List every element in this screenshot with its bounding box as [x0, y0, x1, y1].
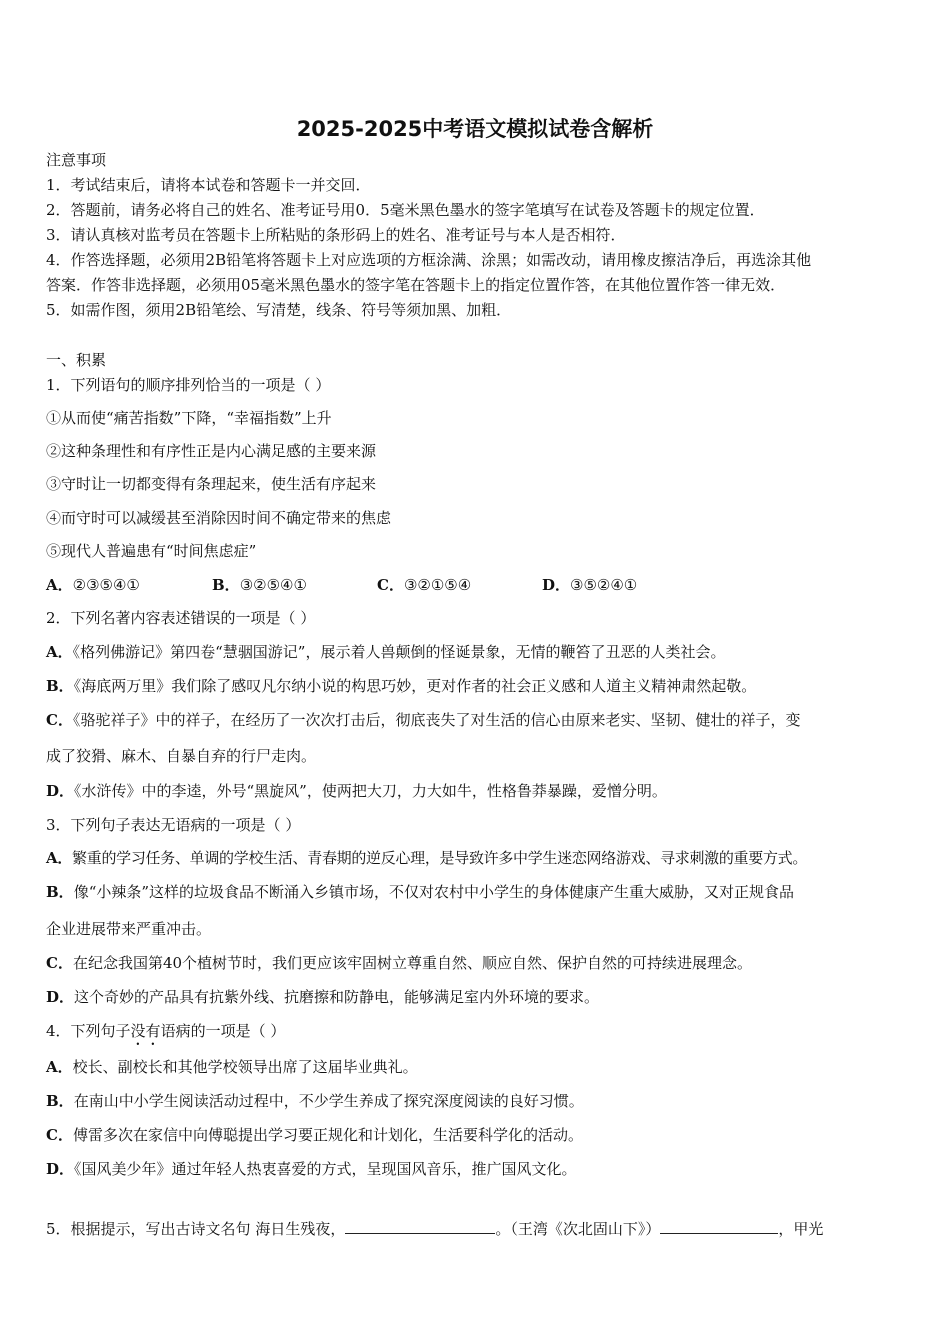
q1-sentence: ④而守时可以减缓甚至消除因时间不确定带来的焦虑 — [46, 509, 392, 527]
q1-option-b: B．③②⑤④① — [212, 576, 307, 594]
notice-item: 5．如需作图，须用2B铅笔绘、写清楚，线条、符号等须加黑、加粗． — [46, 301, 512, 319]
q1-option-c: C．③②①⑤④ — [377, 576, 472, 594]
q2-option-c: C．《骆驼祥子》中的祥子，在经历了一次次打击后，彻底丧失了对生活的信心由原来老实、坚韧、健壮的祥子，变 — [46, 711, 801, 729]
page-title: 2025-2025中考语文模拟试卷含解析 — [296, 117, 654, 141]
emphasis-text: 没有 — [130, 1022, 161, 1040]
question-2-stem: 2．下列名著内容表述错误的一项是（ ） — [46, 609, 316, 627]
q1-sentence: ⑤现代人普遍患有“时间焦虑症” — [46, 542, 257, 560]
q1-sentence: ①从而使“痛苦指数”下降，“幸福指数”上升 — [46, 409, 332, 427]
q1-sentence: ②这种条理性和有序性正是内心满足感的主要来源 — [46, 442, 377, 460]
q3-option-d: D．这个奇妙的产品具有抗紫外线、抗磨擦和防静电，能够满足室内外环境的要求。 — [46, 988, 600, 1006]
question-5-stem: 5．根据提示，写出古诗文名句 海日生残夜， 。（王湾《次北固山下》） ，甲光 — [46, 1220, 824, 1238]
q1-option-d: D．③⑤②④① — [542, 576, 638, 594]
q1-sentence: ③守时让一切都变得有条理起来，使生活有序起来 — [46, 475, 377, 493]
q3-option-c: C．在纪念我国第40个植树节时，我们更应该牢固树立尊重自然、顺应自然、保护自然的可持续进展理念。 — [46, 954, 753, 972]
notice-item: 4．作答选择题，必须用2B铅笔将答题卡上对应选项的方框涂满、涂黑；如需改动，请用橡皮擦洁净后，再选涂其他 — [46, 251, 812, 269]
question-4-stem: 4．下列句子没有语病的一项是（ ） — [46, 1022, 286, 1040]
q2-option-a: A．《格列佛游记》第四卷“慧骃国游记”，展示着人兽颠倒的怪诞景象，无情的鞭笞了丑恶的人类社会。 — [46, 643, 726, 661]
q1-option-a: A．②③⑤④① — [46, 576, 140, 594]
q3-option-a: A．繁重的学习任务、单调的学校生活、青春期的逆反心理，是导致许多中学生迷恋网络游戏、寻求刺激的重要方式。 — [46, 849, 808, 867]
answer-blank[interactable] — [660, 1218, 778, 1234]
q2-option-d: D．《水浒传》中的李逵，外号“黑旋风”，使两把大刀，力大如牛，性格鲁莽暴躁，爱憎分明。 — [46, 782, 667, 800]
notice-item: 答案．作答非选择题，必须用05毫米黑色墨水的签字笔在答题卡上的指定位置作答，在其他位置作答一律无效． — [46, 276, 786, 294]
notice-item: 2．答题前，请务必将自己的姓名、准考证号用0．5毫米黑色墨水的签字笔填写在试卷及答题卡的规定位置． — [46, 201, 765, 219]
answer-blank[interactable] — [345, 1218, 495, 1234]
question-1-stem: 1．下列语句的顺序排列恰当的一项是（ ） — [46, 376, 331, 394]
q2-option-b: B．《海底两万里》我们除了感叹凡尔纳小说的构思巧妙，更对作者的社会正义感和人道主义精神肃然起敬。 — [46, 677, 757, 695]
q4-option-b: B．在南山中小学生阅读活动过程中，不少学生养成了探究深度阅读的良好习惯。 — [46, 1092, 584, 1110]
q4-option-d: D．《国风美少年》通过年轻人热衷喜爱的方式，呈现国风音乐，推广国风文化。 — [46, 1160, 577, 1178]
question-3-stem: 3．下列句子表达无语病的一项是（ ） — [46, 816, 301, 834]
notice-item: 3．请认真核对监考员在答题卡上所粘贴的条形码上的姓名、准考证号与本人是否相符． — [46, 226, 626, 244]
q4-option-c: C．傅雷多次在家信中向傅聪提出学习要正规化和计划化，生活要科学化的活动。 — [46, 1126, 583, 1144]
notice-item: 1．考试结束后，请将本试卷和答题卡一并交回． — [46, 176, 371, 194]
section-heading: 一、积累 — [46, 351, 107, 369]
q2-option-c-continued: 成了狡猾、麻木、自暴自弃的行尸走肉。 — [46, 747, 317, 765]
q4-option-a: A．校长、副校长和其他学校领导出席了这届毕业典礼。 — [46, 1058, 418, 1076]
notice-heading: 注意事项 — [46, 151, 107, 169]
q3-option-b-continued: 企业进展带来严重冲击。 — [46, 920, 212, 938]
q3-option-b: B．像“小辣条”这样的垃圾食品不断涌入乡镇市场，不仅对农村中小学生的身体健康产生重大威胁，又对正规食品 — [46, 883, 795, 901]
